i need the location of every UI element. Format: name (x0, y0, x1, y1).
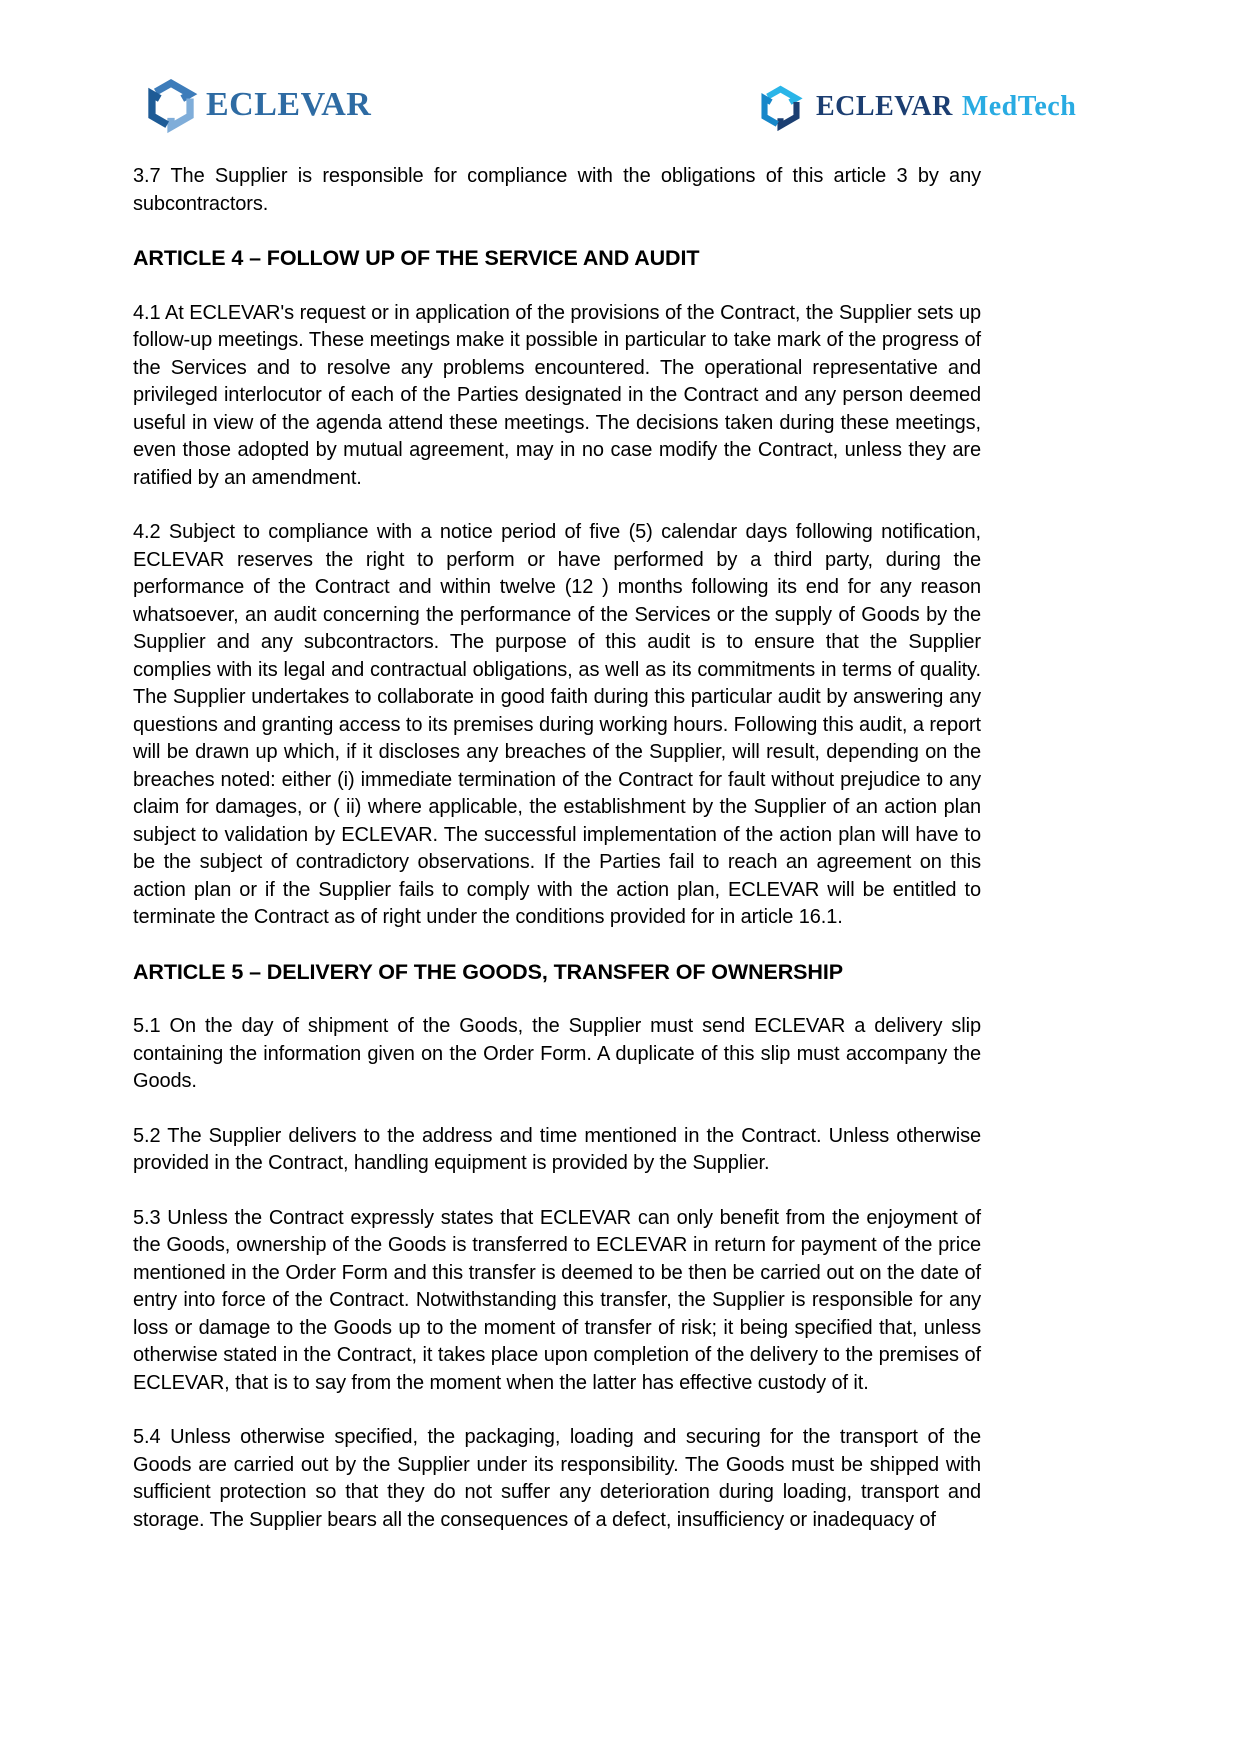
section-5-4: 5.4 Unless otherwise specified, the packaging, loading and securing for the transport of the Goods are carried out by the Supplier under its responsibility. The Goods must be shipped with sufficient protection so that they do not suffer any deterioration during loading, transport and storage. The Supplier bears all the consequences of a defect, insufficiency or inadequacy of (133, 1426, 981, 1531)
article-5-heading: ARTICLE 5 – DELIVERY OF THE GOODS, TRANSFER OF OWNERSHIP (133, 959, 843, 984)
section-5-2: 5.2 The Supplier delivers to the address and time mentioned in the Contract. Unless otherwise provided in the Contract, handling equipment is provided by the Supplier. (133, 1124, 981, 1174)
section-5-3: 5.3 Unless the Contract expressly states that ECLEVAR can only benefit from the enjoyment of the Goods, ownership of the Goods is transferred to ECLEVAR in return for payment of the price mentioned in the Order Form and this transfer is deemed to be then be carried out on the date of entry into force of the Contract. Notwithstanding this transfer, the Supplier is responsible for any loss or damage to the Goods up to the moment of transfer of risk; it being specified that, unless otherwise stated in the Contract, it takes place upon completion of the delivery to the premises of ECLEVAR, that is to say from the moment when the latter has effective custody of it. (133, 1206, 981, 1394)
eclevar-logo-text: ECLEVAR (206, 86, 372, 123)
eclevar-medtech-hexagon-icon (757, 81, 804, 134)
section-3-7: 3.7 The Supplier is responsible for compliance with the obligations of this article 3 by any subcontractors. (133, 165, 981, 215)
article-4-heading: ARTICLE 4 – FOLLOW UP OF THE SERVICE AND AUDIT (133, 246, 700, 270)
section-4-2: 4.2 Subject to compliance with a notice period of five (5) calendar days following notification, ECLEVAR reserves the right to perform or have performed by a third party, during the performance of the Contract and within twelve (12 ) months following its end for any reason whatsoever, an audit concerning the performance of the Services or the supply of Goods by the Supplier and any subcontractors. The purpose of this audit is to ensure that the Supplier complies with its legal and contractual obligations, as well as its commitments in terms of quality. The Supplier undertakes to collaborate in good faith during this particular audit by answering any questions and granting access to its premises during working hours. Following this audit, a report will be drawn up which, if it discloses any breaches of the Supplier, will result, depending on the breaches noted: either (i) immediate termination of the Contract for fault without prejudice to any claim for damages, or ( ii) where applicable, the establishment by the Supplier of an action plan subject to validation by ECLEVAR. The successful implementation of the action plan will have to be the subject of contradictory observations. If the Parties fail to reach an agreement on this action plan or if the Supplier fails to comply with the action plan, ECLEVAR will be entitled to terminate the Contract as of right under the conditions provided for in article 16.1. (133, 521, 981, 928)
section-4-1: 4.1 At ECLEVAR's request or in application of the provisions of the Contract, the Supplier sets up follow-up meetings. These meetings make it possible in particular to take mark of the progress of the Services and to resolve any problems encountered. The operational representative and privileged interlocutor of each of the Parties designated in the Contract and any person deemed useful in view of the agenda attend these meetings. The decisions taken during these meetings, even those adopted by mutual agreement, may in no case modify the Contract, unless they are ratified by an amendment. (133, 301, 981, 489)
eclevar-medtech-logo-text-secondary: MedTech (961, 91, 1077, 122)
eclevar-medtech-logo-text-primary: ECLEVAR (816, 91, 953, 122)
section-5-1: 5.1 On the day of shipment of the Goods, the Supplier must send ECLEVAR a delivery slip containing the information given on the Order Form. A duplicate of this slip must accompany the Goods. (133, 1015, 981, 1092)
eclevar-logo (143, 72, 371, 138)
eclevar-medtech-logo (757, 80, 1076, 134)
page-header (0, 0, 1240, 150)
contract-body (133, 163, 981, 1561)
eclevar-hexagon-icon (143, 73, 199, 137)
